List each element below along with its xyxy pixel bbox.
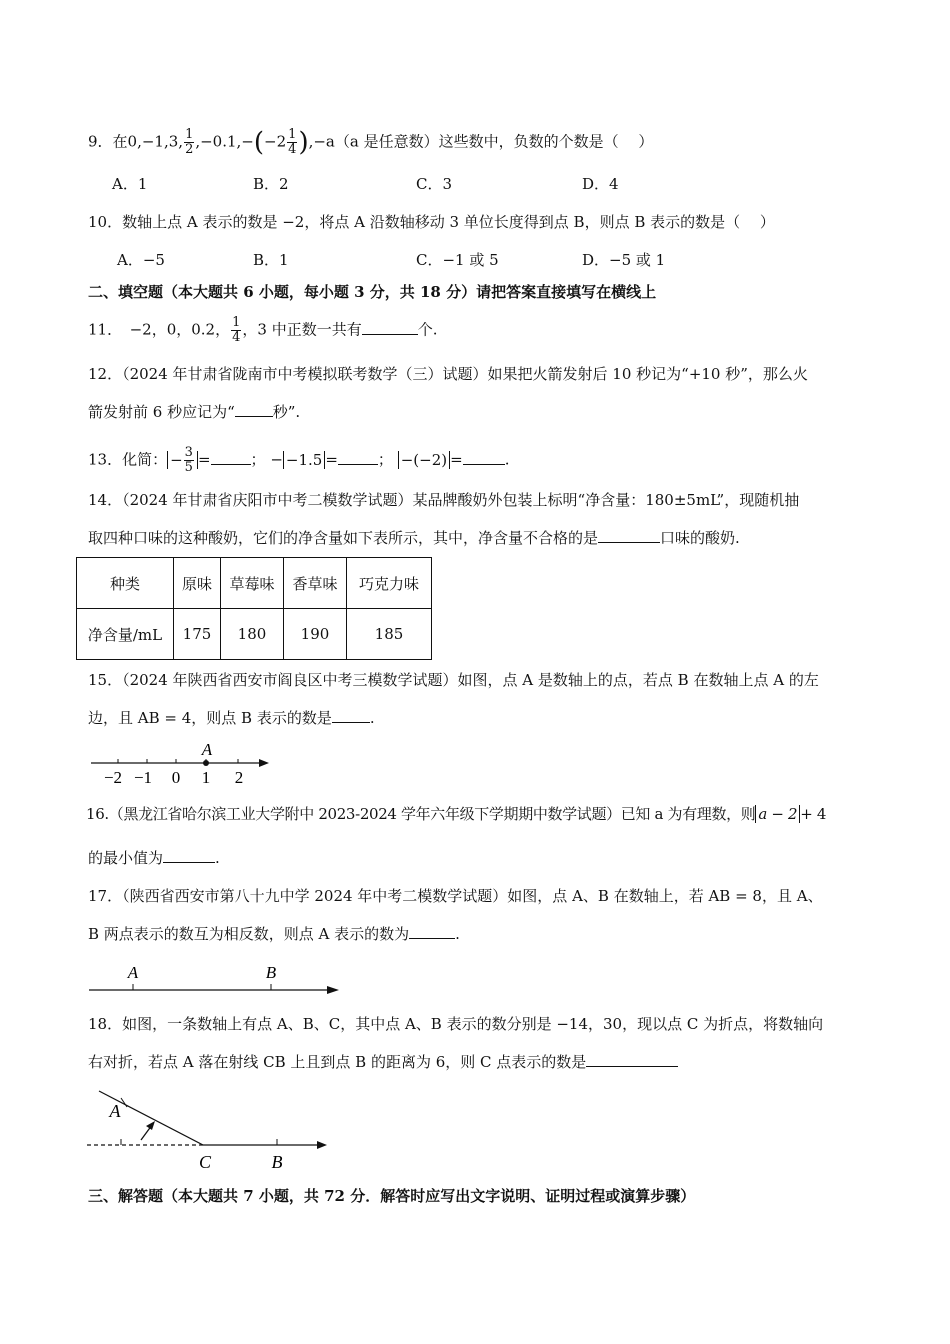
q10-stem: 10．数轴上点 A 表示的数是 −2，将点 A 沿数轴移动 3 单位长度得到点 B，则点 B 表示的数是（ ） [88,213,775,231]
table-header-cell: 香草味 [284,558,347,609]
q10-option-d[interactable]: D．−5 或 1 [582,251,666,269]
q11-fraction: $\frac{1}{4}$ [232,315,241,345]
point-a-label: A [127,963,139,982]
q13-fraction: $\frac{3}{5}$ [184,445,193,475]
table-cell: 净含量/mL [77,609,174,660]
tick-label: 1 [201,768,211,787]
point-c-label: C [198,1152,212,1172]
q17-answer-blank[interactable] [409,924,455,939]
table-cell: 190 [284,609,347,660]
q17-number-line-figure [85,958,355,1000]
q14-line-2: 取四种口味的这种酸奶，它们的净含量如下表所示，其中，净含量不合格的是 口味的酸奶. [88,529,740,547]
q13-stem: 13．化简： − $\frac{3}{5}$ = ； − −1.5 = ； −(−2) = . [88,445,510,475]
section-2-heading: 二、填空题（本大题共 6 小题，每小题 3 分，共 18 分）请把答案直接填写在横线上 [88,283,657,301]
q18-fold-figure [85,1080,345,1175]
q10-option-a[interactable]: A．−5 [117,251,165,269]
q9-option-b[interactable]: B．2 [253,175,289,193]
point-a-dot [203,760,209,766]
q12-answer-blank[interactable] [235,402,273,417]
q9-option-a[interactable]: A．1 [112,175,148,193]
q9-option-d[interactable]: D．4 [582,175,619,193]
q10-option-c[interactable]: C．−1 或 5 [416,251,499,269]
table-header-cell: 草莓味 [221,558,284,609]
table-row [77,609,432,660]
q13-answer-blank-3[interactable] [463,450,505,465]
q9-fraction-1: $\frac{1}{2}$ [185,127,194,157]
q13-abs-3: −(−2) [398,451,450,469]
q17-line-2: B 两点表示的数互为相反数，则点 A 表示的数为 . [88,925,460,943]
q9-stem: 9．在0,−1,3, $\frac{1}{2}$ ,−0.1,−(−2 $\frac{1}{4}$ ),−a（a 是任意数）这些数中，负数的个数是（ ） [88,127,654,158]
q12-line-1: 12．（2024 年甘肃省陇南市中考模拟联考数学（三）试题）如果把火箭发射后 10 秒记为“+10 秒”，那么火 [88,365,808,383]
q14-table [76,557,432,660]
point-b-label: B [271,1152,283,1172]
q15-answer-blank[interactable] [332,708,370,723]
q14-answer-blank[interactable] [598,528,660,543]
q16-line-1: 16.（黑龙江省哈尔滨工业大学附中 2023-2024 学年六年级下学期期中数学试题）已知 a 为有理数，则 a − 2 + 4 [86,805,827,823]
q13-abs-2: −1.5 [283,451,325,469]
q9-option-c[interactable]: C．3 [416,175,453,193]
tick-label: 0 [171,768,181,787]
q18-line-1: 18．如图，一条数轴上有点 A、B、C，其中点 A、B 表示的数分别是 −14，30，现以点 C 为折点，将数轴向 [88,1015,824,1033]
table-header-cell: 巧克力味 [347,558,432,609]
table-header-cell: 原味 [174,558,221,609]
q12-line-2: 箭发射前 6 秒应记为“ 秒”. [88,403,301,421]
table-row [77,558,432,609]
point-b-label: B [265,963,277,982]
q11-answer-blank[interactable] [362,320,418,335]
q17-line-1: 17．（陕西省西安市第八十九中学 2024 年中考二模数学试题）如图，点 A、B 在数轴上，若 AB = 8，且 A、 [88,887,823,905]
tick-label: 2 [234,768,244,787]
q15-line-1: 15．（2024 年陕西省西安市阎良区中考三模数学试题）如图，点 A 是数轴上的点，若点 B 在数轴上点 A 的左 [88,671,819,689]
point-a-label: A [109,1101,121,1121]
q10-option-b[interactable]: B．1 [253,251,289,269]
tick-label: −1 [133,768,153,787]
q11-stem: 11． −2，0，0.2， $\frac{1}{4}$ ，3 中正数一共有 个. [88,315,438,345]
q13-abs-1: − $\frac{3}{5}$ [167,451,198,469]
q18-answer-blank[interactable] [586,1052,678,1067]
point-a-label: A [201,740,213,759]
q16-line-2: 的最小值为 . [88,849,220,867]
q15-line-2: 边，且 AB = 4，则点 B 表示的数是 . [88,709,375,727]
q15-number-line-figure [85,735,285,791]
q13-answer-blank-1[interactable] [211,450,251,465]
q13-answer-blank-2[interactable] [338,450,378,465]
q14-line-1: 14．（2024 年甘肃省庆阳市中考二模数学试题）某品牌酸奶外包装上标明“净含量：180±5mL”，现随机抽 [88,491,800,509]
q16-abs: a − 2 [755,805,800,823]
table-cell: 175 [174,609,221,660]
q18-line-2: 右对折，若点 A 落在射线 CB 上且到点 B 的距离为 6，则 C 点表示的数是 [88,1052,678,1072]
q16-answer-blank[interactable] [163,848,215,863]
q9-fraction-2: $\frac{1}{4}$ [288,127,297,157]
table-cell: 180 [221,609,284,660]
table-cell: 185 [347,609,432,660]
section-3-heading: 三、解答题（本大题共 7 小题，共 72 分．解答时应写出文字说明、证明过程或演算步骤） [88,1187,696,1205]
tick-label: −2 [103,768,123,787]
table-header-cell: 种类 [77,558,174,609]
